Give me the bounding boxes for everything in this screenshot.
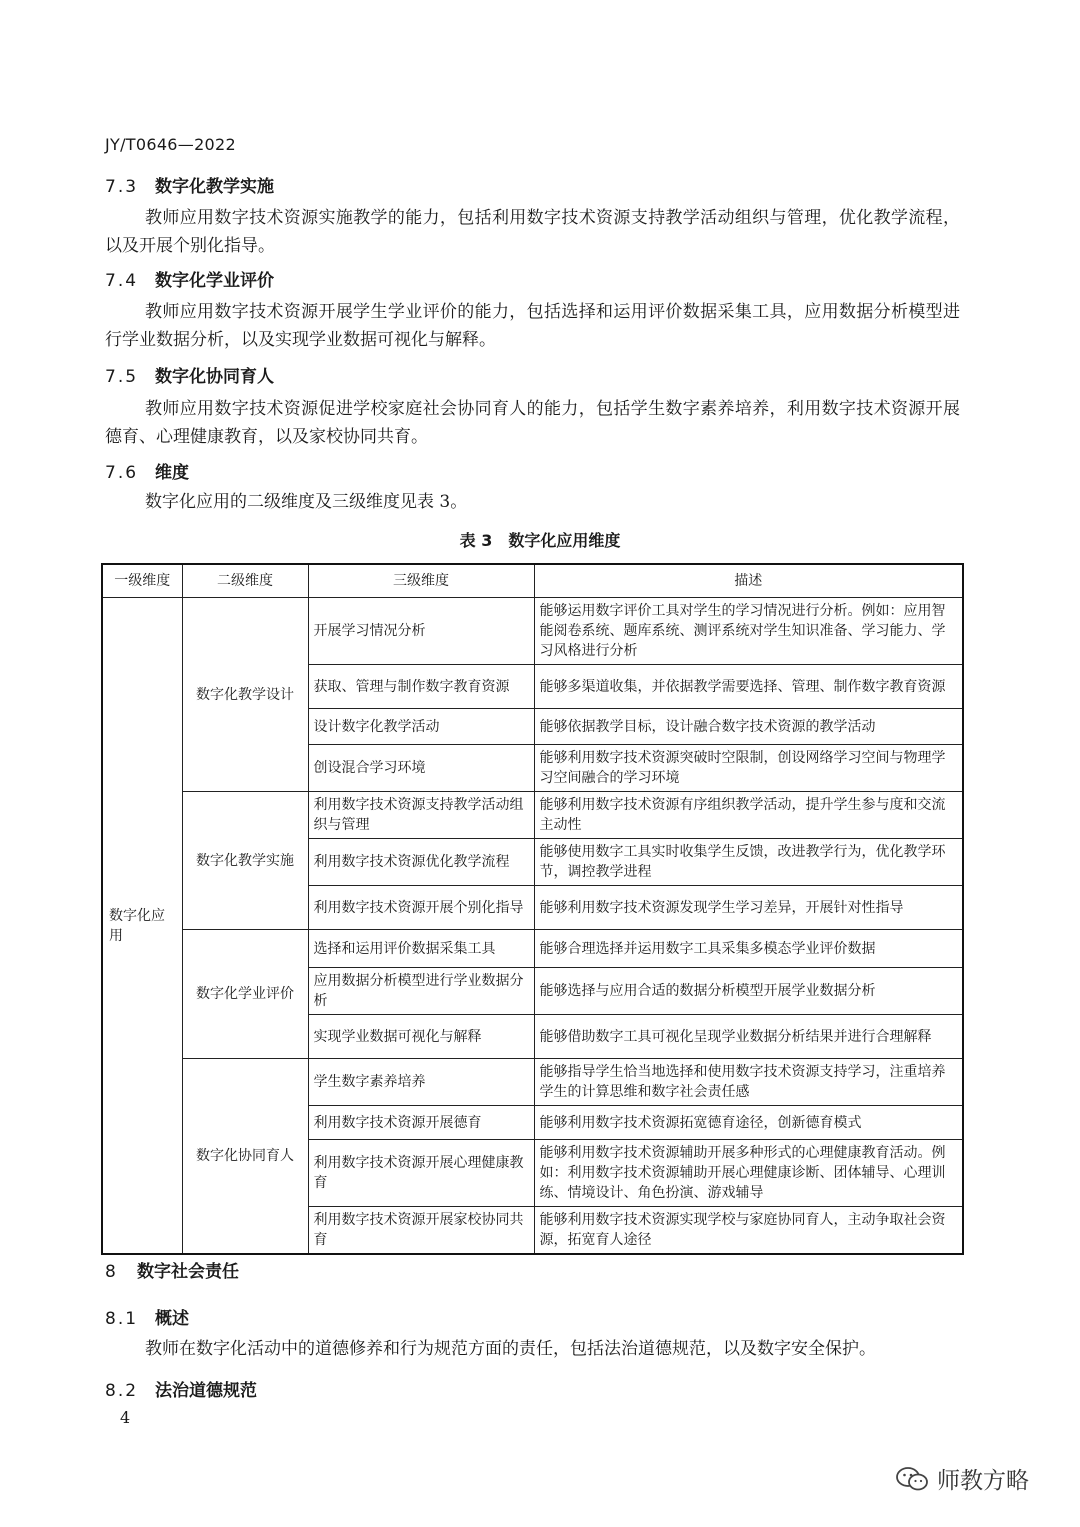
standard-code: JY/T0646—2022: [105, 135, 236, 154]
section-7-5-heading: 7.5 数字化协同育人: [105, 367, 274, 387]
section-7-6-text: 数字化应用的二级维度及三级维度见表 3。: [145, 492, 468, 512]
description-cell: 能够利用数字技术资源突破时空限制，创设网络学习空间与物理学习空间融合的学习环境: [534, 745, 963, 792]
level3-cell: 实现学业数据可视化与解释: [308, 1015, 534, 1059]
header-level2: 二级维度: [182, 564, 308, 598]
section-7-6-heading: 7.6 维度: [105, 463, 189, 483]
header-description: 描述: [534, 564, 963, 598]
description-cell: 能够合理选择并运用数字工具采集多模态学业评价数据: [534, 930, 963, 968]
section-7-3-heading: 7.3 数字化教学实施: [105, 177, 274, 197]
level3-cell: 利用数字技术资源开展心理健康教育: [308, 1140, 534, 1207]
section-8-heading: 8 数字社会责任: [105, 1262, 239, 1282]
section-8-1-text: 教师在数字化活动中的道德修养和行为规范方面的责任，包括法治道德规范，以及数字安全保护。: [145, 1339, 876, 1359]
section-7-4-heading: 7.4 数字化学业评价: [105, 271, 274, 291]
wechat-icon: [895, 1466, 929, 1492]
level3-cell: 利用数字技术资源优化教学流程: [308, 839, 534, 886]
level3-cell: 利用数字技术资源开展个别化指导: [308, 886, 534, 930]
section-8-2-heading: 8.2 法治道德规范: [105, 1381, 257, 1401]
level1-cell: 数字化应用: [102, 598, 182, 1255]
table-row: [102, 792, 963, 839]
watermark: [895, 1462, 1029, 1495]
description-cell: 能够利用数字技术资源拓宽德育途径，创新德育模式: [534, 1106, 963, 1140]
table-header-row: [102, 564, 963, 598]
description-cell: 能够选择与应用合适的数据分析模型开展学业数据分析: [534, 968, 963, 1015]
table-title: 表 3 数字化应用维度: [459, 531, 621, 550]
level3-cell: 学生数字素养培养: [308, 1059, 534, 1106]
description-cell: 能够多渠道收集，并依据教学需要选择、管理、制作数字教育资源: [534, 665, 963, 709]
section-7-4-text: 教师应用数字技术资源开展学生学业评价的能力，包括选择和运用评价数据采集工具，应用数据分析模型进行学业数据分析，以及实现学业数据可视化与解释。: [105, 302, 960, 350]
section-7-3-text: 教师应用数字技术资源实施教学的能力，包括利用数字技术资源支持教学活动组织与管理，优化教学流程，以及开展个别化指导。: [105, 208, 960, 256]
section-8-1-heading: 8.1 概述: [105, 1309, 189, 1329]
description-cell: 能够使用数字工具实时收集学生反馈，改进教学行为，优化教学环节，调控教学进程: [534, 839, 963, 886]
watermark-text: 师教方略: [937, 1468, 1029, 1494]
level3-cell: 选择和运用评价数据采集工具: [308, 930, 534, 968]
dimension-table: [101, 563, 964, 1255]
level3-cell: 设计数字化教学活动: [308, 709, 534, 745]
level3-cell: 利用数字技术资源支持教学活动组织与管理: [308, 792, 534, 839]
level3-cell: 利用数字技术资源开展家校协同共育: [308, 1207, 534, 1255]
description-cell: 能够运用数字评价工具对学生的学习情况进行分析。例如：应用智能阅卷系统、题库系统、测评系统对学生知识准备、学习能力、学习风格进行分析: [534, 598, 963, 665]
header-level1: 一级维度: [102, 564, 182, 598]
description-cell: 能够利用数字技术资源实现学校与家庭协同育人，主动争取社会资源，拓宽育人途径: [534, 1207, 963, 1255]
page-number: 4: [120, 1408, 131, 1427]
level3-cell: 获取、管理与制作数字教育资源: [308, 665, 534, 709]
description-cell: 能够指导学生恰当地选择和使用数字技术资源支持学习，注重培养学生的计算思维和数字社会责任感: [534, 1059, 963, 1106]
level2-cell: 数字化协同育人: [182, 1059, 308, 1255]
description-cell: 能够利用数字技术资源辅助开展多种形式的心理健康教育活动。例如：利用数字技术资源辅助开展心理健康诊断、团体辅导、心理训练、情境设计、角色扮演、游戏辅导: [534, 1140, 963, 1207]
level2-cell: 数字化教学设计: [182, 598, 308, 792]
description-cell: 能够利用数字技术资源有序组织教学活动，提升学生参与度和交流主动性: [534, 792, 963, 839]
level3-cell: 开展学习情况分析: [308, 598, 534, 665]
table-row: [102, 930, 963, 968]
level2-cell: 数字化学业评价: [182, 930, 308, 1059]
level3-cell: 利用数字技术资源开展德育: [308, 1106, 534, 1140]
table-row: [102, 598, 963, 665]
level3-cell: 应用数据分析模型进行学业数据分析: [308, 968, 534, 1015]
description-cell: 能够依据教学目标，设计融合数字技术资源的教学活动: [534, 709, 963, 745]
table-row: [102, 1059, 963, 1106]
description-cell: 能够借助数字工具可视化呈现学业数据分析结果并进行合理解释: [534, 1015, 963, 1059]
description-cell: 能够利用数字技术资源发现学生学习差异，开展针对性指导: [534, 886, 963, 930]
level3-cell: 创设混合学习环境: [308, 745, 534, 792]
header-level3: 三级维度: [308, 564, 534, 598]
level2-cell: 数字化教学实施: [182, 792, 308, 930]
section-7-5-text: 教师应用数字技术资源促进学校家庭社会协同育人的能力，包括学生数字素养培养，利用数字技术资源开展德育、心理健康教育，以及家校协同共育。: [105, 399, 960, 447]
